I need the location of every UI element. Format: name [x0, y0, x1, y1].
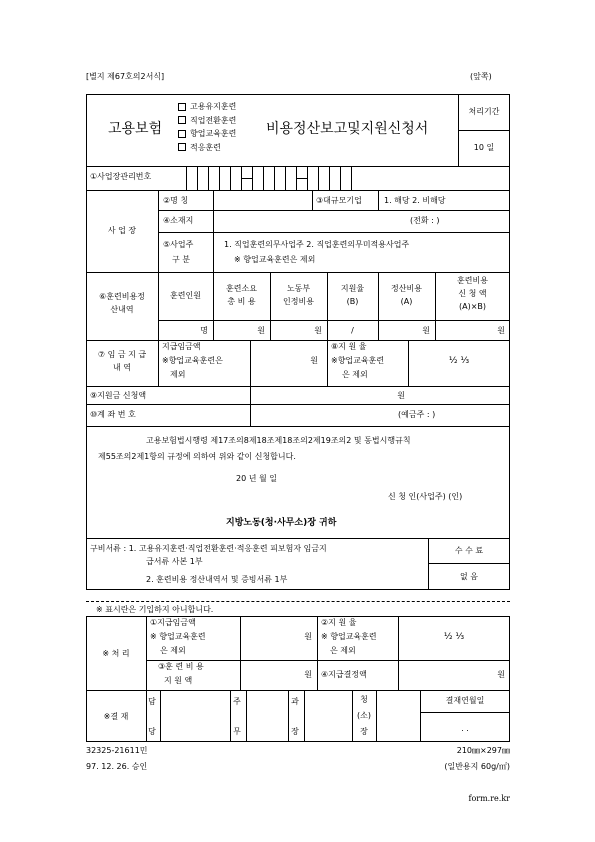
cost-unit[interactable]: 원: [314, 326, 322, 335]
attachments-line-2: 급서류 사본 1부: [146, 557, 203, 566]
phone-field[interactable]: (전화 : ): [410, 216, 440, 225]
cost-head-rate-2: (B): [346, 297, 359, 306]
cost-head-rate: 지원율: [340, 284, 365, 293]
notice-text: ※ 표시란은 기입하지 아니합니다.: [96, 605, 214, 614]
proc-decision-label: ④지급결정액: [321, 670, 367, 679]
approval-col-head-3: 장: [360, 727, 368, 736]
wage-rate-label: ⑧지 원 율: [331, 342, 367, 351]
applicant-signature[interactable]: 신 청 인(사업주) (인): [388, 492, 463, 501]
option-item[interactable]: 적응훈련: [178, 141, 236, 155]
proc-cost-label: ③훈 련 비 용: [158, 662, 204, 671]
apply-amount-label: ⑨지원금 신청액: [90, 391, 147, 400]
period-label: 처리기간: [468, 107, 500, 116]
checkbox-icon: [178, 103, 186, 111]
proc-cost-label-2: 지 원 액: [164, 676, 193, 685]
address-label: ④소재지: [163, 216, 194, 225]
declaration-line-1: 고용보험법시행령 제17조의8제18조제18조의2제19조의2 및 동법시행규칙: [146, 436, 411, 445]
addressee: 지방노동(청·사무소)장 귀하: [226, 518, 337, 528]
cost-head-approved: 노동부: [286, 284, 311, 293]
form-code: 32325-21611민: [86, 746, 148, 755]
attachments-line-1: 구비서류 : 1. 고용유지훈련·직업전환훈련·적응훈련 피보험자 임금지: [90, 544, 327, 553]
approval-col-manager: 과: [291, 697, 299, 706]
proc-wage-label: ①지급임금액: [150, 618, 196, 627]
cost-label-2: 산내역: [110, 305, 134, 314]
approval-label: ※결 재: [103, 712, 129, 721]
account-number-label: ⑩계 좌 번 호: [90, 410, 136, 419]
option-item[interactable]: 고용유지훈련: [178, 100, 236, 114]
cost-head-settled: 정산비용: [391, 284, 422, 293]
proc-decision-unit[interactable]: 원: [497, 670, 505, 679]
proc-wage-note: ※ 향업교육훈련: [150, 632, 206, 641]
cost-head-settled-2: (A): [400, 297, 413, 306]
approval-col-manager-2: 장: [291, 727, 299, 736]
owner-type-options[interactable]: 1. 직업훈련의무사업주 2. 직업훈련의무미적용사업주: [224, 240, 410, 249]
training-type-options: [178, 100, 236, 154]
owner-type-note: ※ 향업교육훈련은 제외: [234, 255, 316, 264]
cost-label: ⑥훈련비용정: [99, 292, 145, 301]
option-item[interactable]: 향업교육훈련: [178, 127, 236, 141]
cost-unit[interactable]: 원: [257, 326, 265, 335]
page-side: (앞쪽): [470, 72, 492, 81]
proc-rate-note: ※ 향업교육훈련: [321, 632, 377, 641]
cost-unit[interactable]: /: [351, 326, 354, 335]
wage-rate-note-2: 은 제외: [342, 370, 368, 379]
approval-col-head-2: (소): [357, 711, 371, 720]
cost-unit[interactable]: 원: [497, 326, 505, 335]
wage-amount-label: 지급임금액: [162, 342, 201, 351]
proc-wage-note-2: 은 제외: [160, 646, 186, 655]
approval-col-clerk-2: 당: [148, 727, 156, 736]
account-holder-field[interactable]: (예금주 : ): [398, 410, 436, 419]
proc-rate-note-2: 은 제외: [330, 646, 356, 655]
checkbox-icon: [178, 116, 186, 124]
large-company-options[interactable]: 1. 해당 2. 비해당: [384, 196, 446, 205]
proc-rate-fractions[interactable]: ½ ⅓: [443, 632, 465, 642]
owner-type-label-2: 구 분: [172, 255, 190, 264]
wage-amount-unit[interactable]: 원: [310, 356, 318, 365]
paper-size: 210㎜×297㎜: [456, 746, 510, 755]
cut-line: [86, 601, 510, 602]
approval-col-chief-2: 무: [233, 727, 241, 736]
wage-rate-fractions[interactable]: ½ ⅓: [448, 356, 470, 366]
wage-amount-note: ※향업교육훈련은: [162, 356, 223, 365]
cost-head-total: 훈련소요: [226, 284, 257, 293]
proc-cost-unit[interactable]: 원: [304, 670, 312, 679]
name-label: ②명 칭: [163, 196, 189, 205]
approval-col-head: 청: [360, 695, 368, 704]
checkbox-icon: [178, 143, 186, 151]
cost-head-request-2: 신 청 액: [458, 289, 487, 298]
proc-wage-unit[interactable]: 원: [304, 632, 312, 641]
option-item[interactable]: 직업전환훈련: [178, 114, 236, 128]
wage-label-2: 내 역: [113, 363, 131, 372]
cost-head-request: 훈련비용: [457, 276, 488, 285]
fee-value: 없 음: [460, 572, 478, 581]
wage-rate-note: ※향업교육훈련: [331, 356, 385, 365]
apply-amount-unit[interactable]: 원: [397, 391, 405, 400]
form-title: 비용정산보고및지원신청서: [266, 121, 429, 137]
processing-label: ※ 처 리: [102, 649, 130, 658]
large-company-label: ③대규모기업: [316, 196, 362, 205]
approval-date-label: 결재연월일: [445, 696, 485, 705]
cost-head-approved-2: 인정비용: [283, 297, 314, 306]
owner-type-label: ⑤사업주: [163, 240, 194, 249]
approval-col-clerk: 담: [148, 697, 156, 706]
cost-head-trainees: 훈련인원: [170, 291, 201, 300]
attachments-line-3: 2. 훈련비용 정산내역서 및 증빙서류 1부: [146, 575, 288, 584]
wage-amount-note-2: 제외: [170, 370, 186, 379]
employer-label: 사 업 장: [107, 226, 137, 235]
workplace-number-cells[interactable]: [186, 166, 358, 190]
declaration-date[interactable]: 20 년 월 일: [236, 474, 277, 483]
wage-label: ⑦ 임 금 지 급: [97, 350, 147, 359]
form-number: [별지 제67호의2서식]: [86, 72, 165, 81]
checkbox-icon: [178, 130, 186, 138]
fee-label: 수 수 료: [454, 546, 484, 555]
proc-rate-label: ②지 원 율: [321, 618, 357, 627]
declaration-line-2: 제55조의2제1항의 규정에 의하여 위와 같이 신청합니다.: [98, 452, 296, 461]
site-watermark: form.re.kr: [468, 794, 510, 803]
cost-unit[interactable]: 원: [422, 326, 430, 335]
cost-head-request-3: (A)×B): [458, 302, 487, 311]
cost-head-total-2: 총 비 용: [227, 297, 256, 306]
approval-col-chief: 주: [233, 697, 241, 706]
cost-unit[interactable]: 명: [200, 326, 208, 335]
period-value: 10 일: [473, 143, 495, 152]
workplace-number-label: ①사업장관리번호: [90, 172, 152, 181]
paper-spec: (일반용지 60g/㎡): [444, 762, 510, 771]
approval-date-value[interactable]: . .: [461, 724, 469, 733]
title-prefix: 고용보험: [108, 121, 163, 137]
approval-date-note: 97. 12. 26. 승인: [86, 762, 148, 771]
